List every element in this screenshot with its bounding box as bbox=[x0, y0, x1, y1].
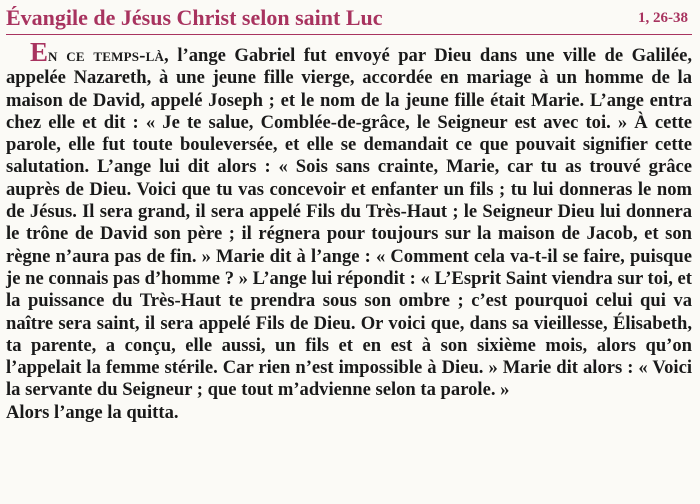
gospel-body: l’ange Gabriel fut envoyé par Dieu dans une ville de Galilée, appelée Nazareth, à une jeune fille vierge, accordée en mariage à un homme de la maison de David, appelé Joseph ; et le nom de la jeune fille était Marie. L’ange entra chez elle et dit : « Je te salue, Comblée-de-grâce, le Seigneur est avec toi. » À cette parole, elle fut toute bouleversée, et elle se demandait ce que pouvait signifier cette salutation. L’ange lui dit alors : « Sois sans crainte, Marie, car tu as trouvé grâce auprès de Dieu. Voici que tu vas concevoir et enfanter un fils ; tu lui donneras le nom de Jésus. Il sera grand, il sera appelé Fils du Très-Haut ; le Seigneur Dieu lui donnera le trône de David son père ; il régnera pour toujours sur la maison de Jacob, et son règne n’aura pas de fin. » Marie dit à l’ange : « Comment cela va-t-il se faire, puisque je ne connais pas d’homme ? » L’ange lui répondit : « L’Esprit Saint viendra sur toi, et la puissance du Très-Haut te prendra sous son ombre ; c’est pourquoi celui qui va naître sera saint, il sera appelé Fils de Dieu. Or voici que, dans sa vieillesse, Élisabeth, ta parente, a conçu, elle aussi, un fils et en est à son sixième mois, alors qu’on l’appelait la femme stérile. Car rien n’est impossible à Dieu. » Marie dit alors : « Voici la servante du Seigneur ; que tout m’advienne selon ta parole. » bbox=[6, 45, 692, 401]
gospel-header bbox=[6, 4, 692, 35]
gospel-title: Évangile de Jésus Christ selon saint Luc bbox=[6, 5, 383, 30]
closing-line: Alors l’ange la quitta. bbox=[6, 401, 179, 423]
opening-words: n ce temps-là, bbox=[48, 45, 169, 66]
verse-reference: 1, 26-38 bbox=[638, 10, 688, 26]
gospel-text bbox=[6, 39, 692, 402]
drop-cap: E bbox=[30, 37, 49, 67]
